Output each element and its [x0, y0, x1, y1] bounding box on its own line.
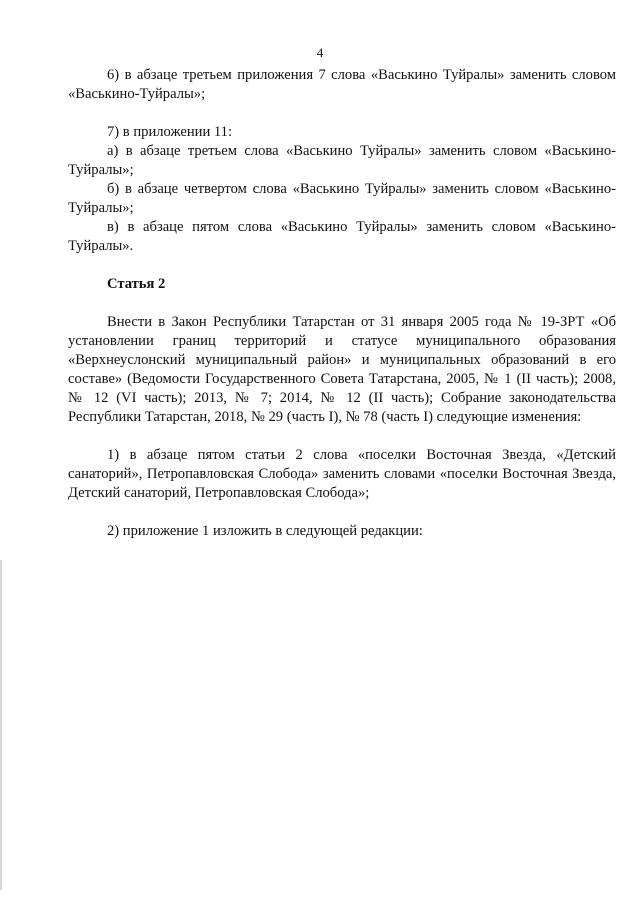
- paragraph-article-2-intro: Внести в Закон Республики Татарстан от 31 января 2005 года № 19-ЗРТ «Об установлении границ территорий и статусе муниципального образования «Верхнеуслонский муниципальный район» и муниципальных образований в его составе» (Ведомости Государственного Совета Татарстана, 2005, № 1 (II часть); 2008, № 12 (VI часть); 2013, № 7; 2014, № 12 (II часть); Собрание законодательства Республики Татарстан, 2018, № 29 (часть I), № 78 (часть I) следующие изменения:: [68, 314, 616, 425]
- paragraph-appendix-11-c: в) в абзаце пятом слова «Васькино Туйралы» заменить словом «Васькино-Туйралы».: [68, 219, 616, 254]
- paragraph-appendix-11-a: а) в абзаце третьем слова «Васькино Туйралы» заменить словом «Васькино-Туйралы»;: [68, 143, 616, 178]
- paragraph-amend-appendix-7: 6) в абзаце третьем приложения 7 слова «Васькино Туйралы» заменить словом «Васькино-Туйралы»;: [68, 67, 616, 102]
- scan-edge-shadow: [0, 560, 2, 890]
- paragraph-appendix-11-intro: 7) в приложении 11:: [107, 124, 233, 140]
- paragraph-appendix-11-b: б) в абзаце четвертом слова «Васькино Туйралы» заменить словом «Васькино-Туйралы»;: [68, 181, 616, 216]
- article-heading: Статья 2: [107, 276, 166, 292]
- paragraph-article-2-item-2: 2) приложение 1 изложить в следующей редакции:: [107, 523, 423, 539]
- paragraph-article-2-item-1: 1) в абзаце пятом статьи 2 слова «поселки Восточная Звезда, «Детский санаторий», Петропавловская Слобода» заменить словами «поселки Восточная Звезда, Детский санаторий, Петропавловская Слобода»;: [68, 447, 616, 501]
- page-number: 4: [316, 45, 324, 60]
- document-body: [68, 66, 616, 541]
